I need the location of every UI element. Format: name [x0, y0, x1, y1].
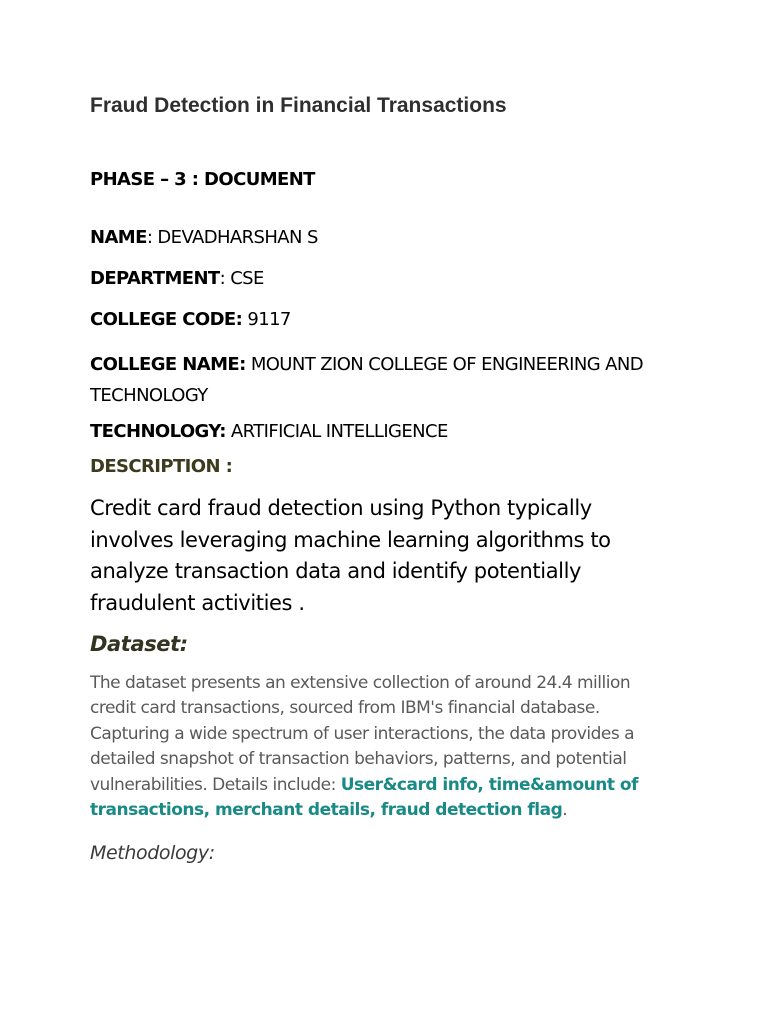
phase-label: PHASE – 3 : DOCUMENT	[90, 169, 315, 190]
document-title: Fraud Detection in Financial Transactions	[90, 94, 507, 117]
field-department-sep: :	[219, 268, 231, 289]
field-college-code-value: 9117	[247, 309, 291, 330]
field-department-key: DEPARTMENT	[90, 268, 220, 289]
dataset-paragraph-suffix: .	[562, 800, 568, 821]
description-label: DESCRIPTION :	[90, 456, 233, 477]
field-technology	[90, 421, 448, 442]
field-name-key: NAME	[90, 227, 147, 248]
field-name	[90, 227, 318, 248]
dataset-heading: Dataset:	[90, 632, 188, 656]
field-technology-value: ARTIFICIAL INTELLIGENCE	[230, 421, 448, 442]
field-name-value: DEVADHARSHAN S	[157, 227, 318, 248]
methodology-heading: Methodology:	[90, 842, 215, 864]
description-text: Credit card fraud detection using Python typically involves leveraging machine learning algorithms to analyze transaction data and identify potentially fraudulent activities .	[90, 496, 611, 615]
field-college-code	[90, 309, 291, 330]
field-name-sep: :	[146, 227, 158, 248]
dataset-paragraph	[90, 671, 670, 823]
field-department	[90, 268, 264, 289]
field-technology-key: TECHNOLOGY:	[90, 421, 226, 442]
dataset-details-highlight: User&card info, time&amount of transactions, merchant details, fraud detection flag	[90, 774, 639, 821]
dataset-paragraph-text: The dataset presents an extensive collection of around 24.4 million credit card transactions, sourced from IBM's financial database. Capturing a wide spectrum of user interactions, the data provides a detailed snapshot of transaction behaviors, patterns, and potential vulnerabilities. Details include:	[90, 673, 635, 795]
field-college-name-value: MOUNT ZION COLLEGE OF ENGINEERING AND TECHNOLOGY	[90, 354, 644, 406]
field-college-code-key: COLLEGE CODE:	[90, 309, 243, 330]
field-department-value: CSE	[230, 268, 264, 289]
field-college-name-key: COLLEGE NAME:	[90, 354, 246, 375]
field-college-name	[90, 349, 690, 411]
